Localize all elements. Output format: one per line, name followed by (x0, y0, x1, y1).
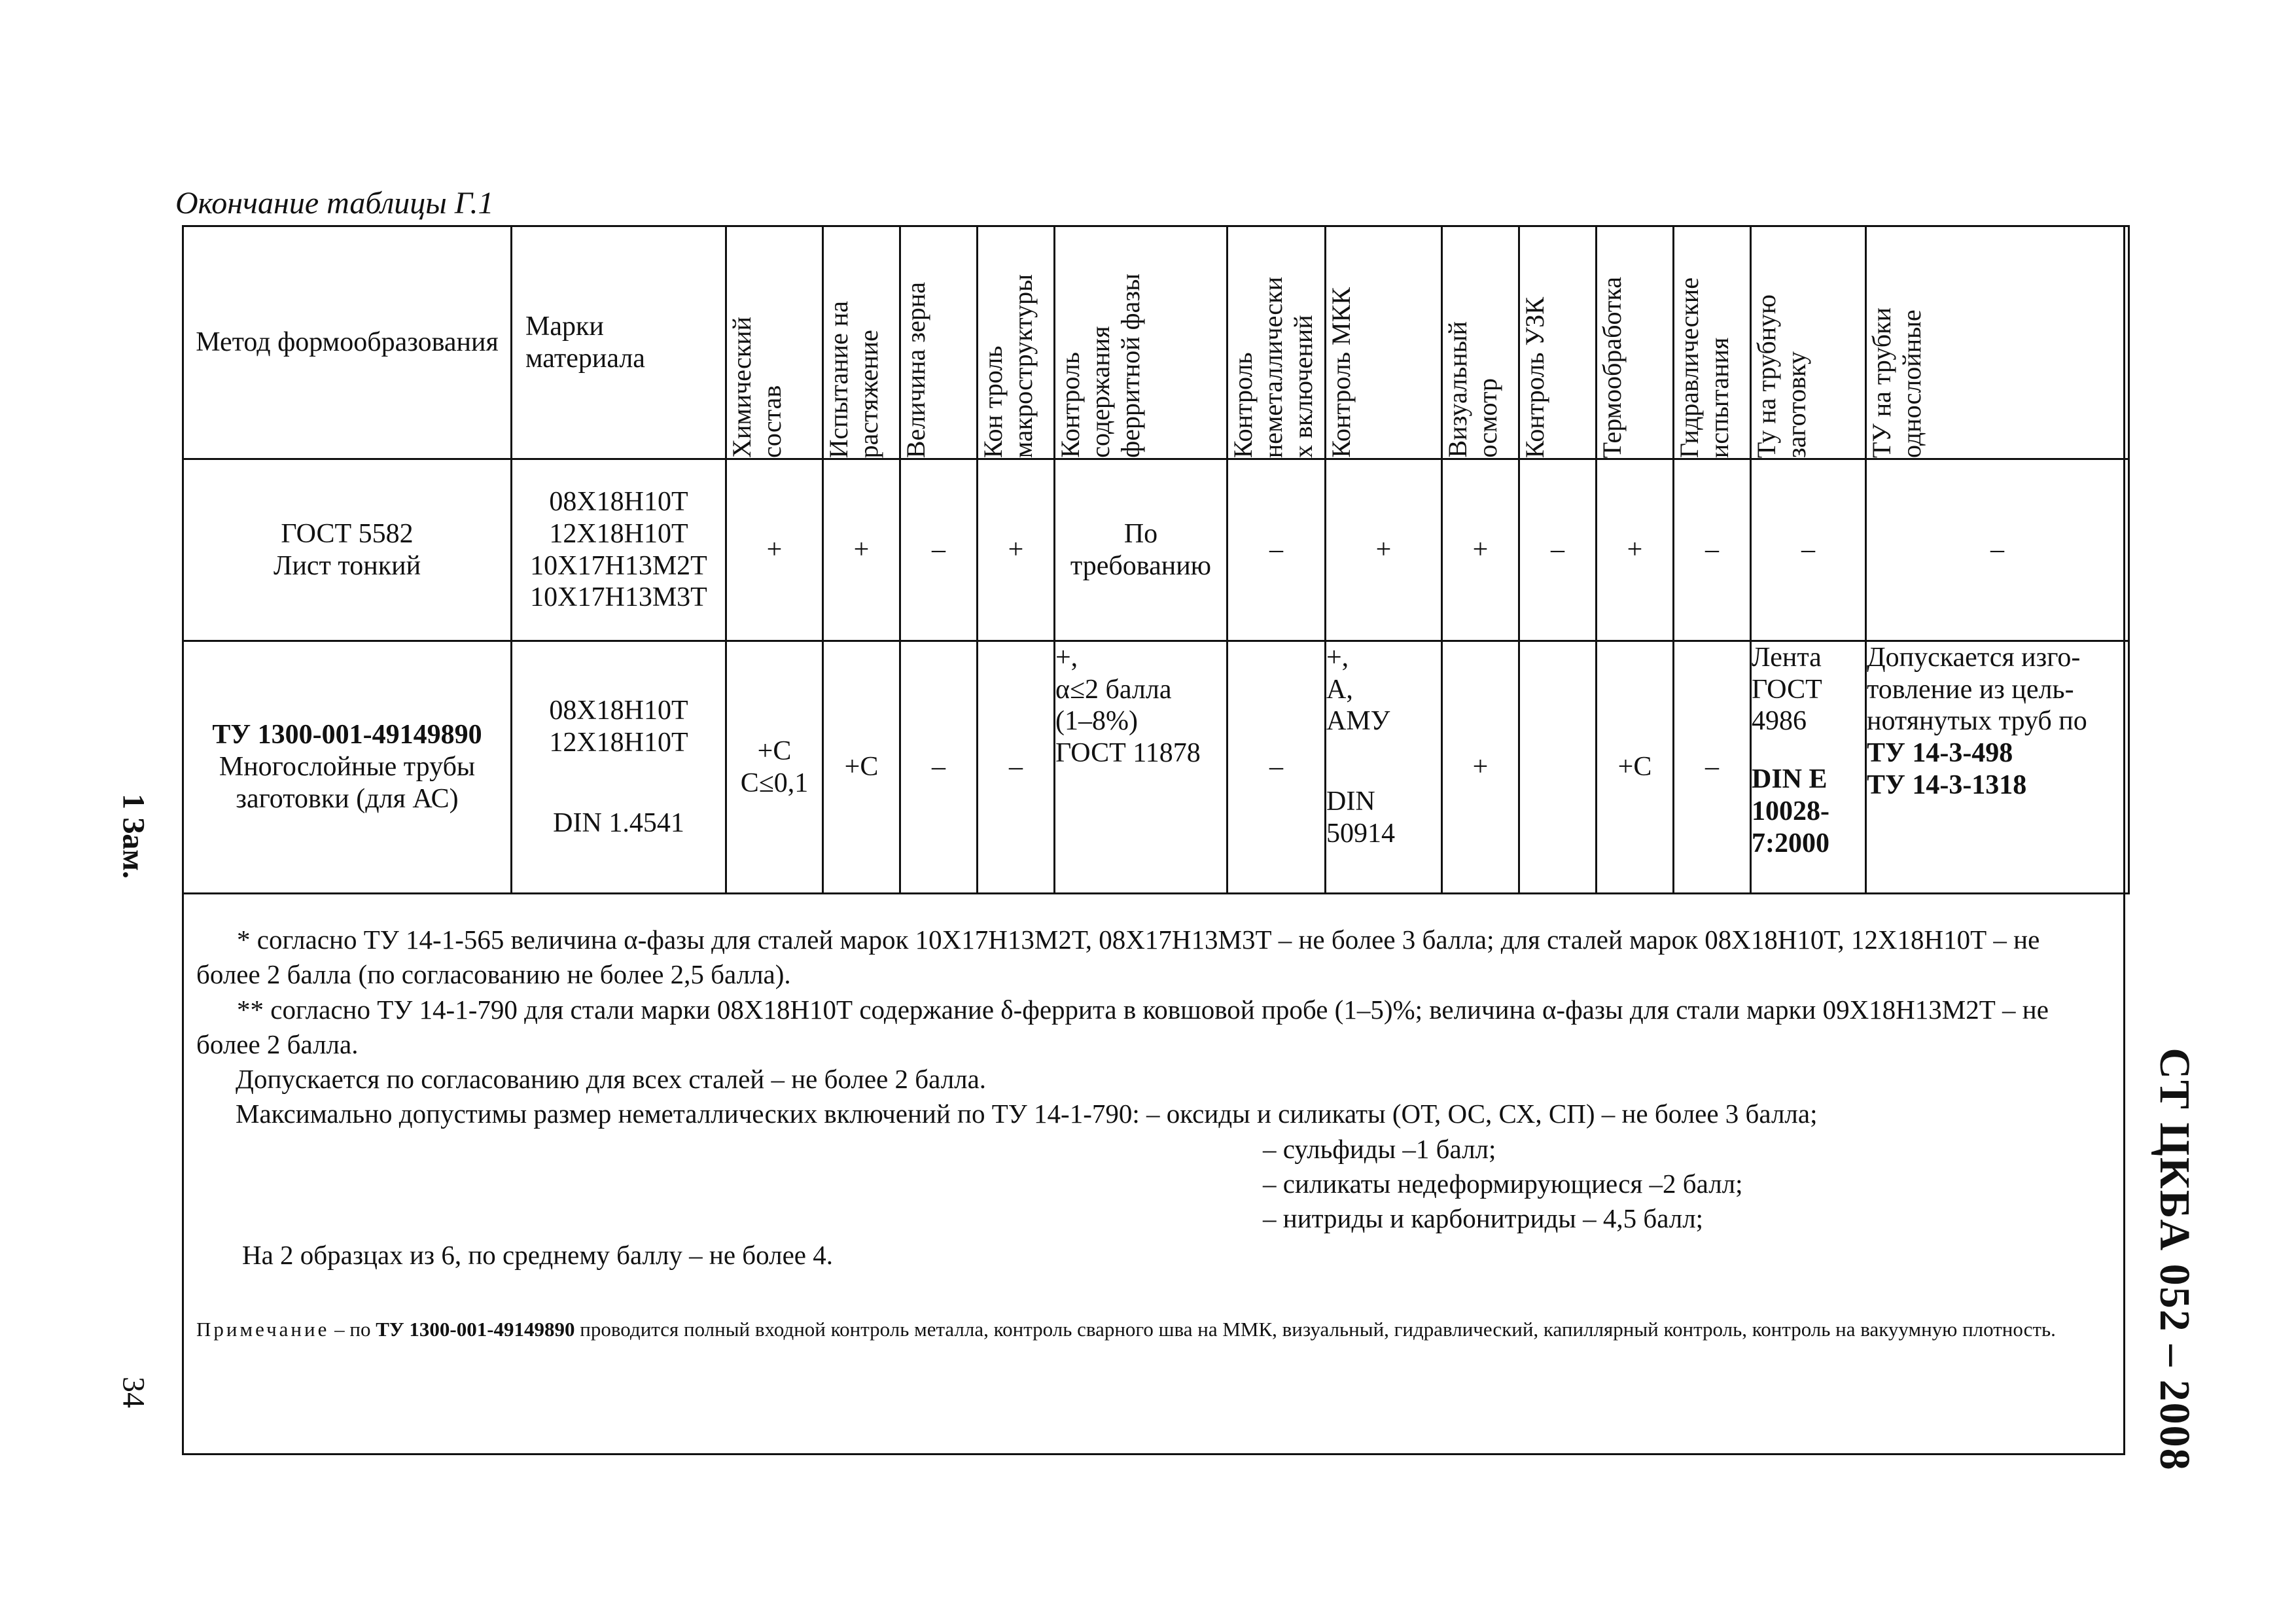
row1-tensile: + (823, 459, 900, 641)
header-single: ТУ на трубки однослойные (1866, 226, 2129, 459)
header-hydro: Гидравлические испытания (1674, 226, 1751, 459)
header-grades: Марки материала (512, 226, 726, 459)
row2-method: ТУ 1300-001-49149890 Многослойные трубы заготовки (для АС) (183, 641, 512, 894)
header-nonmetal: Контроль неметаллически х включений (1227, 226, 1326, 459)
row2-single: Допускается изго- товление из цель- нотянутых труб по ТУ 14-3-498 ТУ 14-3-1318 (1866, 641, 2129, 894)
note-list-item: – нитриды и карбонитриды – 4,5 балл; (1263, 1203, 1704, 1234)
note-4: Максимально допустимы размер неметаллических включений по ТУ 14-1-790: – оксиды и силикаты (ОТ, ОС, СХ, СП) – не более 3 балла; (236, 1099, 1818, 1129)
row1-grades: 08Х18Н10Т 12Х18Н10Т 10Х17Н13М2Т 10Х17Н13М3Т (512, 459, 726, 641)
row2-visual: + (1442, 641, 1519, 894)
note-3: Допускается по согласованию для всех сталей – не более 2 балла. (236, 1064, 987, 1095)
row2-chem: +C С≤0,1 (726, 641, 823, 894)
row1-method: ГОСТ 5582 Лист тонкий (183, 459, 512, 641)
row2-grain: – (900, 641, 978, 894)
document-code: СТ ЦКБА 052 – 2008 (2151, 1048, 2199, 1472)
table-caption: Окончание таблицы Г.1 (175, 186, 494, 220)
row2-mkk: +, А, АМУ DIN 50914 (1326, 641, 1442, 894)
note-5: На 2 образцах из 6, по среднему баллу – не более 4. (242, 1239, 833, 1270)
row2-billet: Лента ГОСТ 4986 DIN E 10028- 7:2000 (1751, 641, 1866, 894)
change-mark: 1 Зам. (116, 793, 151, 879)
row1-chem: + (726, 459, 823, 641)
row1-single: – (1866, 459, 2129, 641)
row2-nonmetal: – (1227, 641, 1326, 894)
row2-ferrite: +, α≤2 балла (1–8%) ГОСТ 11878 (1055, 641, 1227, 894)
row2-hydro: – (1674, 641, 1751, 894)
header-billet: Ту на трубную заготовку (1751, 226, 1866, 459)
header-heat: Термообработка (1597, 226, 1674, 459)
row1-macro: + (978, 459, 1055, 641)
header-grain: Величина зерна (900, 226, 978, 459)
row1-grain: – (900, 459, 978, 641)
header-visual: Визуальный осмотр (1442, 226, 1519, 459)
row1-hydro: – (1674, 459, 1751, 641)
row2-tensile: +C (823, 641, 900, 894)
row2-macro: – (978, 641, 1055, 894)
primechanie-note: Примечание – по ТУ 1300-001-49149890 проводится полный входной контроль металла, контроль сварного шва на ММК, визуальный, гидравлический, капиллярный контроль, контроль на вакуумную плотность. (196, 1318, 2056, 1341)
note-list-item: – сульфиды –1 балл; (1263, 1133, 1496, 1164)
note-1: * согласно ТУ 14-1-565 величина α-фазы для сталей марок 10Х17Н13М2Т, 08Х17Н13М3Т – не более 3 балла; для сталей марок 08Х18Н10Т, 12Х18Н10Т – не более 2 балла (по согласованию не более 2,5 балла). (196, 925, 2040, 990)
header-tensile: Испытание на растяжение (823, 226, 900, 459)
note-list-item: – силикаты недеформирующиеся –2 балл; (1263, 1169, 1743, 1199)
header-chem: Химический состав (726, 226, 823, 459)
footnotes (196, 923, 2094, 1273)
primechanie-ref: ТУ 1300-001-49149890 (376, 1318, 575, 1341)
row1-ferrite: По требованию (1055, 459, 1227, 641)
header-uzk: Контроль УЗК (1519, 226, 1597, 459)
row1-uzk: – (1519, 459, 1597, 641)
header-mkk: Контроль МКК (1326, 226, 1442, 459)
page-number: 34 (116, 1377, 151, 1408)
row1-mkk: + (1326, 459, 1442, 641)
primechanie-label: Примечание (196, 1318, 330, 1341)
row1-visual: + (1442, 459, 1519, 641)
header-method: Метод формообразования (183, 226, 512, 459)
row2-grades: 08Х18Н10Т 12Х18Н10Т DIN 1.4541 (512, 641, 726, 894)
row1-heat: + (1597, 459, 1674, 641)
row1-nonmetal: – (1227, 459, 1326, 641)
row1-billet: – (1751, 459, 1866, 641)
row2-heat: +C (1597, 641, 1674, 894)
header-ferrite: Контроль содержания ферритной фазы (1055, 226, 1227, 459)
note-2: ** согласно ТУ 14-1-790 для стали марки 08Х18Н10Т содержание δ-феррита в ковшовой пробе (1–5)%; величина α-фазы для стали марки 09Х18Н13М2Т – не более 2 балла. (196, 994, 2049, 1059)
header-macro: Кон троль макроструктуры (978, 226, 1055, 459)
